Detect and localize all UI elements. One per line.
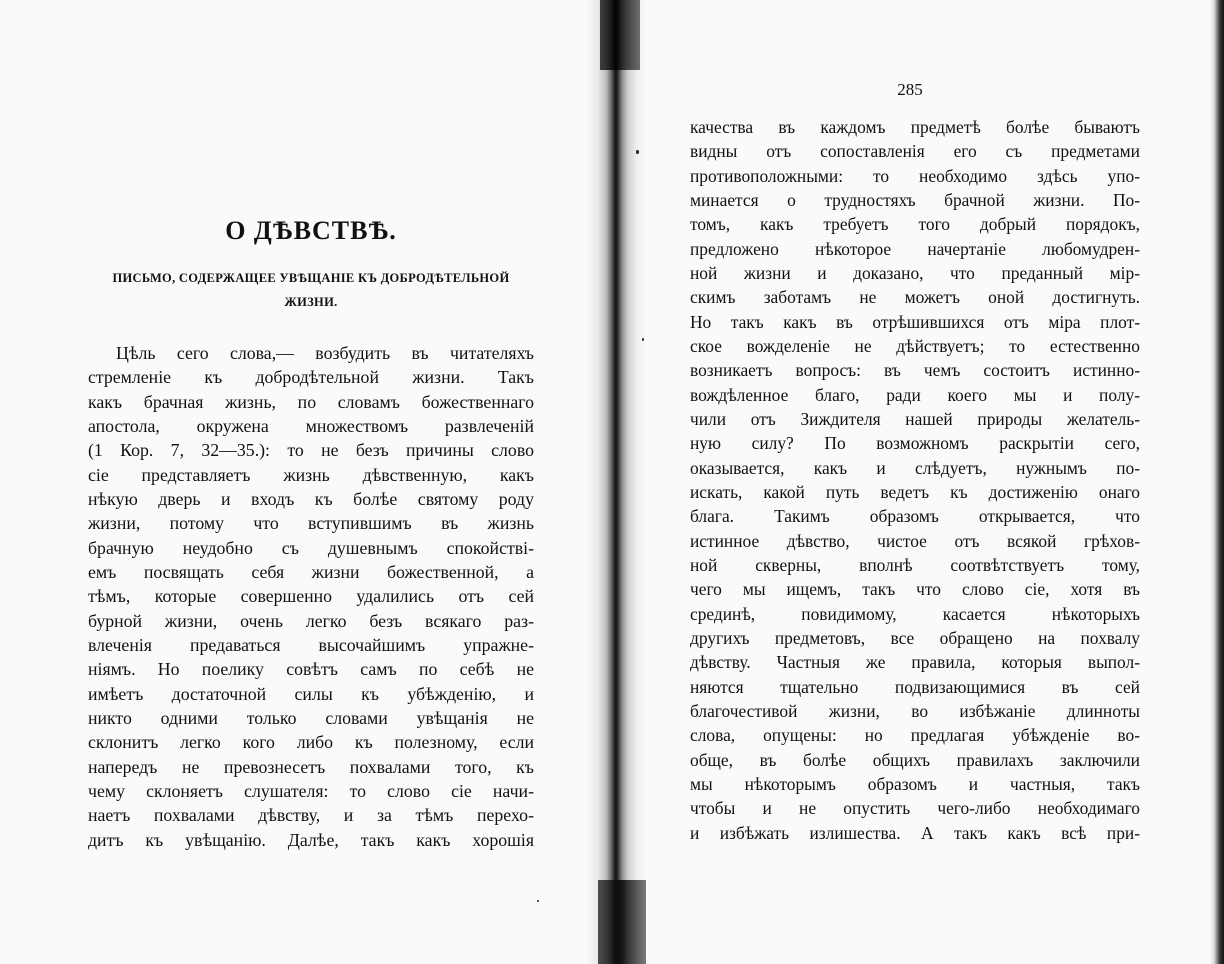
text-line: напередъ не превознесетъ похвалами того, къ [88, 756, 534, 777]
text-line: блага. Такимъ образомъ открывается, что [690, 506, 1140, 527]
text-line: ніямъ. Но поелику совѣтъ самъ по себѣ не [88, 659, 534, 680]
text-line: Но такъ какъ въ отрѣшившихся отъ міра плот- [690, 311, 1140, 332]
text-line: предложено нѣкоторое начертаніе любомудрен- [690, 238, 1140, 259]
subtitle-line: ПИСЬМО, СОДЕРЖАЩЕЕ УВѢЩАНІЕ КЪ ДОБРОДѢТЕЛЬНОЙ [112, 271, 510, 285]
text-line: противоположными: то необходимо здѣсь упо- [690, 165, 1140, 186]
text-line: обще, въ болѣе общихъ правилахъ заключили [690, 749, 1140, 770]
text-line: вождѣленное благо, ради коего мы и полу- [690, 384, 1140, 405]
text-line: мы нѣкоторымъ образомъ и частныя, такъ [690, 773, 1140, 794]
right-page-text [690, 115, 1140, 845]
text-line: сіе представляетъ жизнь дѣвственную, какъ [88, 464, 534, 485]
text-line: чему склоняетъ слушателя: то слово сіе начи- [88, 780, 534, 801]
text-line: и избѣжать излишества. А такъ какъ всѣ при- [690, 822, 1140, 843]
gutter-shadow-top [600, 0, 640, 70]
text-line: чили отъ Зиждителя нашей природы желатель- [690, 408, 1140, 429]
book-gutter [586, 0, 646, 964]
text-line: минается о трудностяхъ брачной жизни. По- [690, 189, 1140, 210]
left-page-text [88, 341, 534, 852]
gutter-shadow-bottom [598, 880, 646, 964]
text-line: брачную неудобно съ душевнымъ спокойстві- [88, 537, 534, 558]
text-line: дѣвству. Частныя же правила, которыя выпол- [690, 652, 1140, 673]
text-line: склонитъ легко кого либо къ полезному, если [88, 732, 534, 753]
text-line: (1 Кор. 7, 32—35.): то не безъ причины слово [88, 440, 534, 461]
text-line: дитъ къ увѣщанію. Далѣе, такъ какъ хорошія [88, 829, 534, 850]
text-line: имѣетъ достаточной силы къ убѣжденію, и [88, 683, 534, 704]
text-line: качества въ каждомъ предметѣ болѣе бываютъ [690, 117, 1140, 137]
text-line: ское вожделеніе не дѣйствуетъ; то естественно [690, 335, 1140, 356]
scan-speck [636, 150, 639, 154]
text-line: апостола, окружена множествомъ развлеченій [88, 415, 534, 436]
text-line: другихъ предметовъ, все обращено на похвалу [690, 627, 1140, 648]
chapter-title: О ДѢВСТВѢ. [225, 216, 397, 245]
text-line: томъ, какъ требуетъ того добрый порядокъ, [690, 214, 1140, 235]
scan-speck [642, 338, 644, 341]
text-line: никто одними только словами увѣщанія не [88, 707, 534, 728]
text-line: стремленіе къ добродѣтельной жизни. Такъ [88, 367, 534, 388]
text-line: оказывается, какъ и слѣдуетъ, нужнымъ по- [690, 457, 1140, 478]
text-line: влеченія предаваться высочайшимъ упражне- [88, 634, 534, 655]
scan-edge [1210, 0, 1224, 964]
subtitle-line: ЖИЗНИ. [284, 295, 338, 309]
text-line: наетъ похвалами дѣвству, и за тѣмъ перехо- [88, 805, 534, 826]
scan-speck [537, 900, 539, 902]
text-line: искать, какой путь ведетъ къ достиженію онаго [690, 481, 1140, 502]
text-line: какъ брачная жизнь, по словамъ божественнаго [88, 391, 534, 412]
page-number: 285 [897, 80, 923, 99]
text-line: истинное дѣвство, чистое отъ всякой грѣхов- [690, 530, 1140, 551]
text-line: слова, опущены: но предлагая убѣжденіе во- [690, 725, 1140, 746]
text-line: ной скверны, вполнѣ соотвѣтствуетъ тому, [690, 554, 1140, 575]
text-line: ной жизни и доказано, что преданный мір- [690, 262, 1140, 283]
chapter-subtitle [88, 266, 534, 314]
text-line: ную силу? По возможномъ раскрытіи сего, [690, 433, 1140, 454]
text-line: возникаетъ вопросъ: въ чемъ состоитъ истинно- [690, 360, 1140, 381]
text-line: жизни, потому что вступившимъ въ жизнь [88, 513, 534, 534]
text-line: няются тщательно подвизающимися въ сей [690, 676, 1140, 697]
text-line: тѣмъ, которые совершенно удалились отъ сей [88, 586, 534, 607]
text-line: бурной жизни, очень легко безъ всякаго раз- [88, 610, 534, 631]
text-line: видны отъ сопоставленія его съ предметами [690, 141, 1140, 162]
text-line: нѣкую дверь и входъ къ болѣе святому роду [88, 488, 534, 509]
text-line: благочестивой жизни, во избѣжаніе длинноты [690, 700, 1140, 721]
text-line: чтобы и не опустить чего-либо необходимаго [690, 798, 1140, 819]
text-line: срединѣ, повидимому, касается нѣкоторыхъ [690, 603, 1140, 624]
text-line: чего мы ищемъ, такъ что слово сіе, хотя въ [690, 579, 1140, 600]
text-line: скимъ заботамъ не можетъ оной достигнуть. [690, 287, 1140, 308]
text-line: Цѣль сего слова,— возбудить въ читателяхъ [116, 343, 534, 363]
text-line: емъ посвящать себя жизни божественной, а [88, 561, 534, 582]
